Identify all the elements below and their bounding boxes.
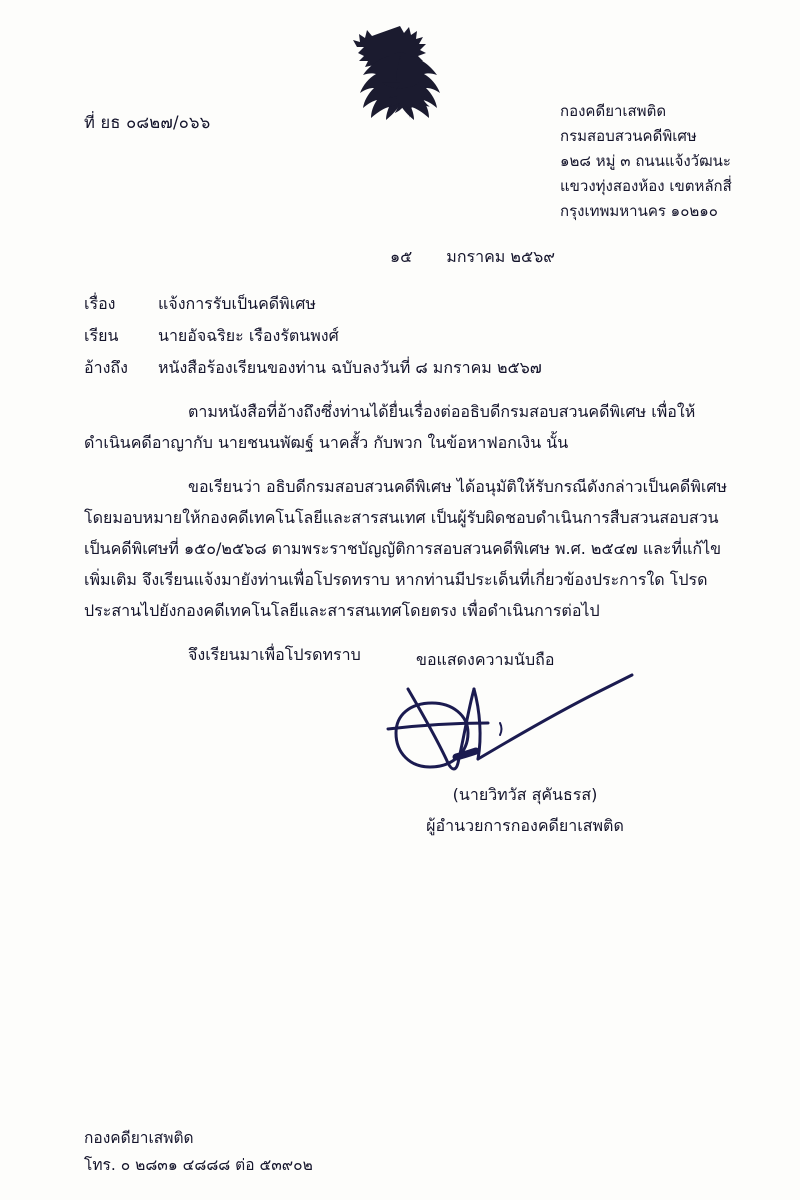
meta-label-reference: อ้างถึง [84,358,128,377]
letterhead-line-3: ๑๒๘ หมู่ ๓ ถนนแจ้งวัฒนะ [560,152,731,170]
meta-value-reference: หนังสือร้องเรียนของท่าน ฉบับลงวันที่ ๘ มกราคม ๒๕๖๗ [158,358,542,377]
handwritten-signature-icon [360,673,690,781]
letter-meta-block [84,288,724,384]
document-number: ที่ ยธ ๐๘๒๗/๐๖๖ [84,113,211,132]
body-paragraph-3: จึงเรียนมาเพื่อโปรดทราบ [188,645,361,664]
date-month-year: มกราคม ๒๕๖๙ [446,247,555,266]
meta-value-subject: แจ้งการรับเป็นคดีพิเศษ [158,294,316,313]
body-paragraph-1: ตามหนังสือที่อ้างถึงซึ่งท่านได้ยื่นเรื่องต่ออธิบดีกรมสอบสวนคดีพิเศษ เพื่อให้ดำเนินคดีอาญากับ นายชนนพัฒฐ์ นาคสั้ว กับพวก ในข้อหาฟอกเงิน นั้น [84,402,696,452]
meta-label-salutation: เรียน [84,326,119,345]
signatory-name: (นายวิทวัส สุคันธรส) [452,785,598,804]
footer-phone: โทร. ๐ ๒๘๓๑ ๔๘๘๘ ต่อ ๕๓๙๐๒ [84,1156,313,1174]
meta-label-subject: เรื่อง [84,294,116,313]
footer-contact [84,1125,313,1179]
footer-department: กองคดียาเสพติด [84,1129,194,1147]
letterhead-line-2: กรมสอบสวนคดีพิเศษ [560,127,697,145]
letterhead-line-5: กรุงเทพมหานคร ๑๐๒๑๐ [560,202,718,220]
meta-row-reference [84,352,724,384]
meta-value-salutation: นายอัจฉริยะ เรืองรัตนพงศ์ [158,326,339,345]
date-day: ๑๕ [390,247,413,266]
body-paragraph-2: ขอเรียนว่า อธิบดีกรมสอบสวนคดีพิเศษ ได้อนุมัติให้รับกรณีดังกล่าวเป็นคดีพิเศษ โดยมอบหมายให้กองคดีเทคโนโลยีและสารสนเทศ เป็นผู้รับผิดชอบดำเนินการสืบสวนสอบสวน เป็นคดีพิเศษที่ ๑๕๐/๒๕๖๘ ตามพระราชบัญญัติการสอบสวนคดีพิเศษ พ.ศ. ๒๕๔๗ และที่แก้ไขเพิ่มเติม จึงเรียนแจ้งมายังท่านเพื่อโปรดทราบ หากท่านมีประเด็นที่เกี่ยวข้องประการใด โปรดประสานไปยังกองคดีเทคโนโลยีและสารสนเทศโดยตรง เพื่อดำเนินการต่อไป [84,477,728,620]
letterhead-address [560,99,770,224]
letter-body [84,396,732,683]
signature-regards: ขอแสดงความนับถือ [416,650,555,669]
signature-block [360,648,690,839]
meta-row-salutation [84,320,724,352]
letterhead-line-4: แขวงทุ่งสองห้อง เขตหลักสี่ [560,177,732,195]
signatory-title: ผู้อำนวยการกองคดียาเสพติด [426,816,624,835]
letterhead-line-1: กองคดียาเสพติด [560,102,667,120]
date-line [390,245,555,270]
garuda-emblem-icon [352,22,448,134]
meta-row-subject [84,288,724,320]
